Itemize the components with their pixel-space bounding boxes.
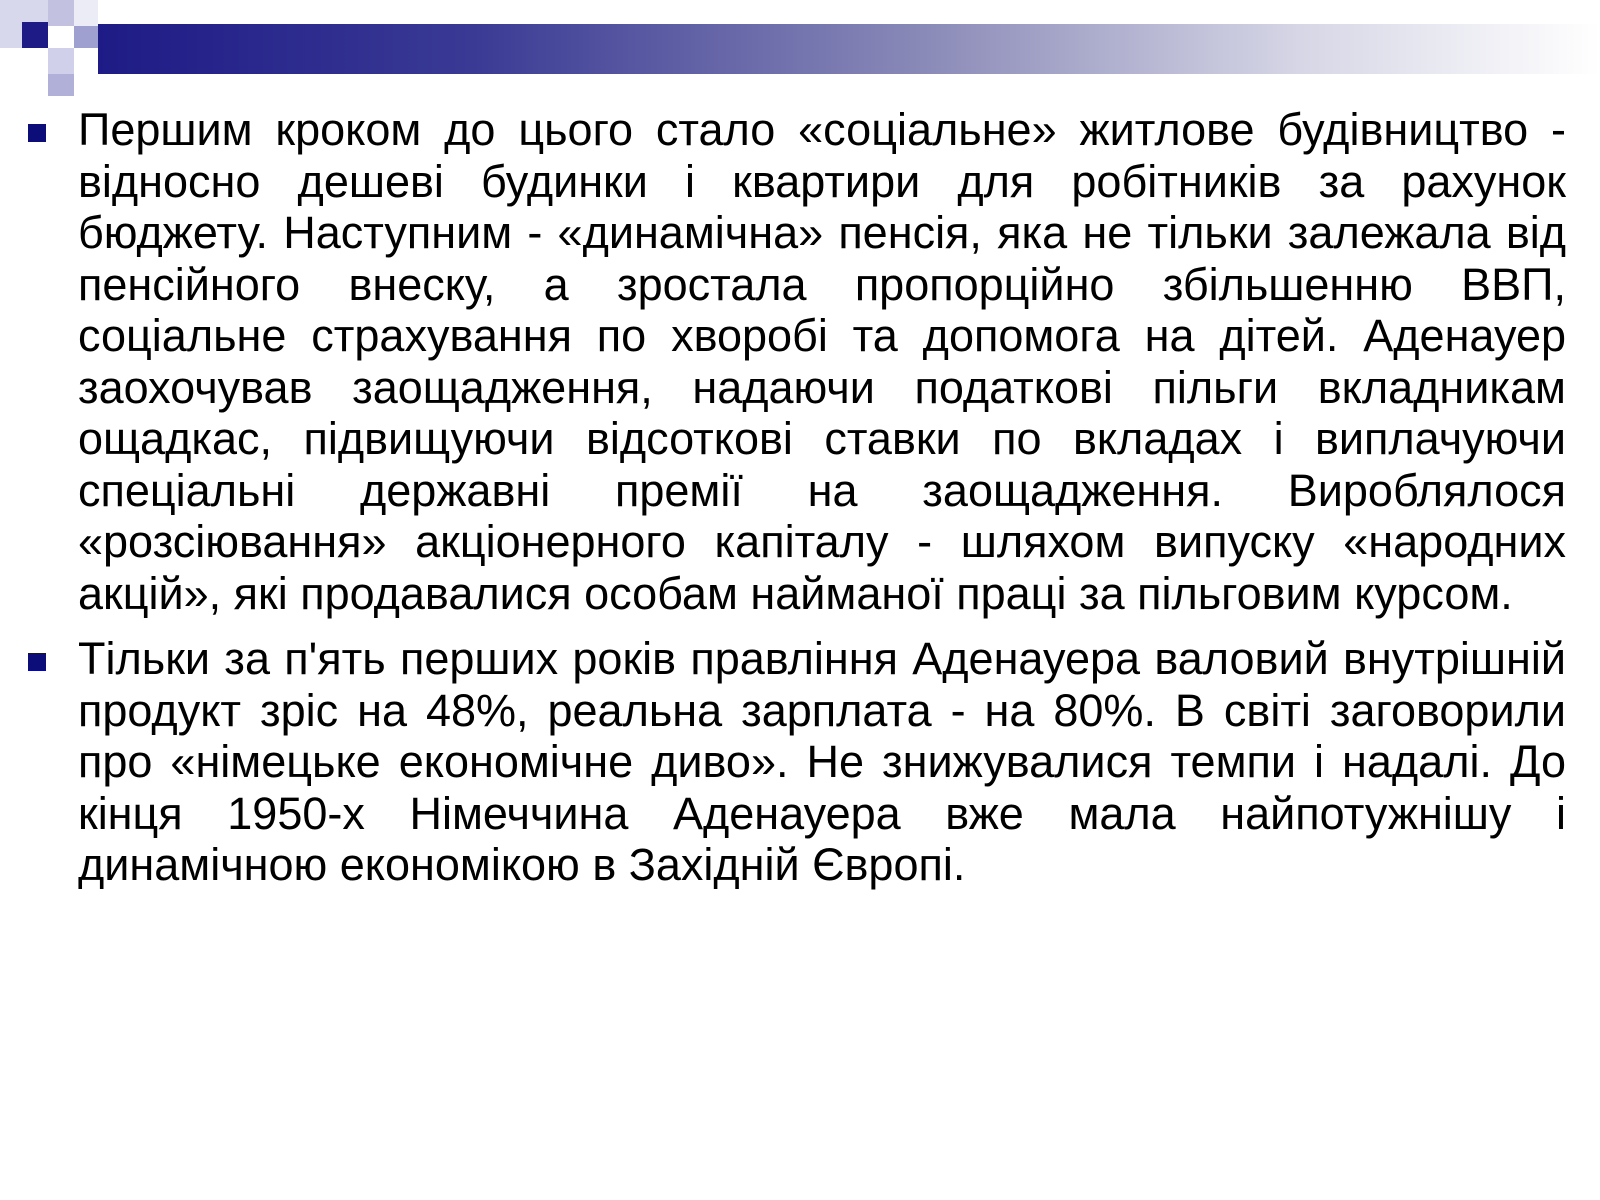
decorative-square-light [48,0,74,26]
square-bullet-icon [28,124,46,142]
decorative-square-pale [74,0,98,26]
bullet-item-1 [0,104,1600,619]
bullet-item-2 [0,633,1600,891]
decorative-square-white [48,26,74,48]
decorative-square-mid [74,26,98,48]
square-bullet-icon [28,653,46,671]
bullet-text-2: Тільки за п'ять перших років правління Аденауера валовий внутрішній продукт зріс на 48%, реальна зарплата - на 80%. В світі заговорили про «німецьке економічне диво». Не знижувалися темпи і надалі. До кінця 1950-х Німеччина Аденауера вже мала найпотужнішу і динамічною економікою в Західній Європі. [78,633,1566,890]
decorative-square-lower [48,74,74,96]
bullet-text-1: Першим кроком до цього стало «соціальне» житлове будівництво - відносно дешеві будинки і квартири для робітників за рахунок бюджету. Наступним - «динамічна» пенсія, яка не тільки залежала від пенсійного внеску, а зростала пропорційно збільшенню ВВП, соціальне страхування по хворобі та допомога на дітей. Аденауер заохочував заощадження, надаючи податкові пільги вкладникам ощадкас, підвищуючи відсоткові ставки по вкладах і виплачуючи спеціальні державні премії на заощадження. Вироблялося «розсіювання» акціонерного капіталу - шляхом випуску «народних акцій», які продавалися особам найманої праці за пільговим курсом. [78,104,1566,619]
slide-content [0,104,1600,905]
decorative-square-blank [22,48,48,74]
header-gradient-bar [98,24,1600,74]
decorative-square-dark [22,22,48,48]
decorative-square-soft [48,48,74,74]
